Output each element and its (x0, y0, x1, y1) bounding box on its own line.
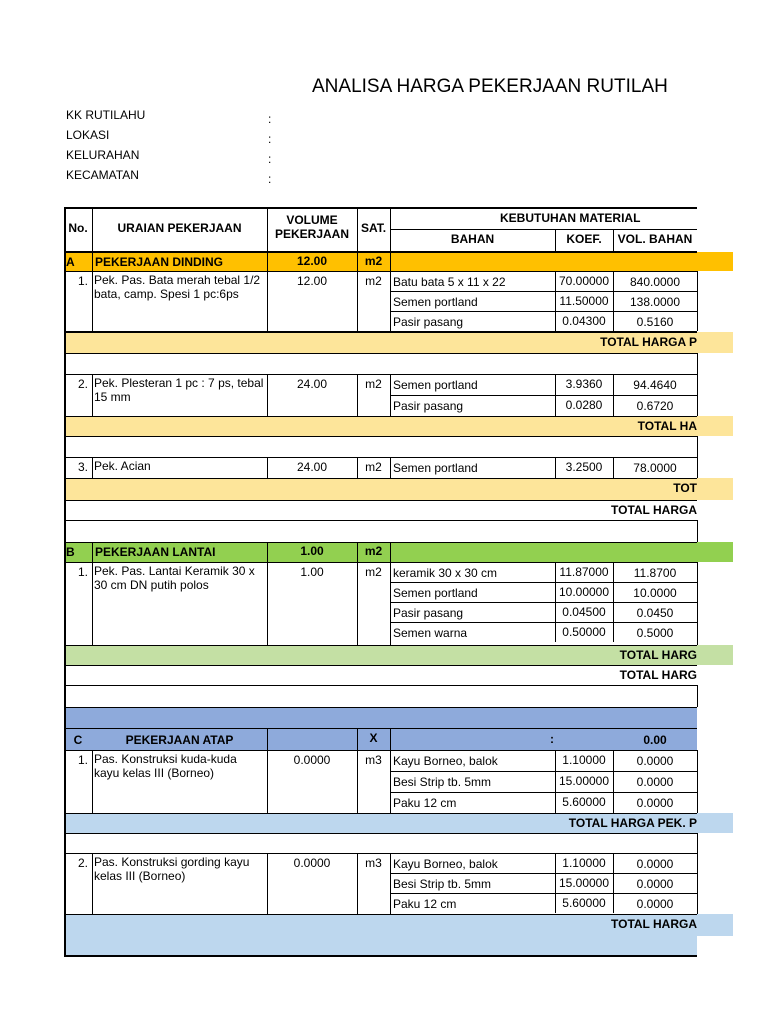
material-koef: 3.2500 (565, 460, 603, 474)
grid-line (390, 542, 391, 562)
material-name: Pasir pasang (393, 399, 464, 413)
section-sat: X (369, 731, 378, 745)
total-label: TOTAL HARGA (611, 917, 697, 931)
grid-line (64, 542, 697, 543)
material-name: Paku 12 cm (393, 796, 457, 810)
item-unit: m2 (365, 460, 382, 474)
material-koef: 15.00000 (558, 876, 610, 890)
section-name: PEKERJAAN ATAP (125, 733, 234, 747)
grid-line (390, 291, 697, 292)
material-koef: 15.00000 (558, 774, 610, 788)
grid-line (64, 562, 697, 563)
material-name: keramik 30 x 30 cm (393, 566, 498, 580)
grid-line (64, 728, 697, 729)
material-name: Semen warna (393, 626, 468, 640)
item-volume: 12.00 (296, 274, 328, 288)
item-unit: m3 (365, 856, 382, 870)
material-name: Pasir pasang (393, 606, 464, 620)
item-number: 1. (77, 753, 88, 767)
grid-line (390, 792, 697, 793)
grid-line (64, 436, 697, 437)
item-volume: 1.00 (300, 565, 324, 579)
section-name: PEKERJAAN LANTAI (95, 545, 216, 559)
info-colon: : (268, 152, 272, 166)
grid-line (64, 271, 697, 272)
section-code: A (66, 255, 75, 269)
item-number: 3. (77, 460, 88, 474)
material-volume: 138.0000 (629, 295, 681, 309)
material-volume: 0.5160 (636, 315, 674, 329)
item-volume: 24.00 (296, 460, 328, 474)
material-name: Semen portland (393, 295, 478, 309)
grid-line (64, 520, 697, 521)
grid-line (697, 685, 698, 707)
section-volume: 1.00 (300, 544, 324, 558)
info-label-kelurahan: KELURAHAN (66, 148, 140, 162)
item-number: 1. (77, 274, 88, 288)
material-name: Kayu Borneo, balok (393, 754, 498, 768)
info-colon: : (268, 172, 272, 186)
grid-line (64, 457, 697, 458)
section-name: PEKERJAAN DINDING (95, 255, 224, 269)
material-koef: 11.50000 (559, 294, 609, 308)
grid-line (697, 750, 698, 813)
total-label: TOTAL HARG (619, 668, 697, 682)
header-sat: SAT. (360, 221, 387, 235)
material-koef: 3.9360 (565, 377, 603, 391)
grid-line (390, 728, 391, 750)
info-label-lokasi: LOKASI (66, 128, 110, 142)
grid-line (64, 416, 697, 417)
grid-line (64, 813, 697, 814)
material-name: Pasir pasang (393, 315, 464, 329)
section-sat: m2 (364, 254, 383, 268)
grid-line (697, 853, 698, 914)
header-no: No. (68, 221, 88, 235)
item-volume: 24.00 (296, 377, 328, 391)
grid-line (697, 374, 698, 416)
material-volume: 0.0000 (636, 897, 674, 911)
grid-line (64, 914, 697, 915)
material-koef: 0.04500 (562, 605, 606, 619)
material-koef: 11.87000 (559, 565, 609, 579)
material-koef: 0.0280 (565, 398, 603, 412)
material-name: Semen portland (393, 461, 478, 475)
grid-line (64, 332, 697, 333)
section-value: 0.00 (643, 733, 667, 747)
section-colon: : (550, 732, 554, 746)
item-unit: m2 (365, 274, 382, 288)
grid-line (64, 353, 697, 354)
info-label-kecamatan: KECAMATAN (66, 168, 139, 182)
item-description: Pas. Konstruksi kuda-kuda kayu kelas III (Borneo) (94, 752, 237, 780)
material-koef: 0.04300 (562, 314, 606, 328)
info-colon: : (268, 132, 272, 146)
fill-band (64, 936, 697, 956)
material-name: Paku 12 cm (393, 897, 457, 911)
material-koef: 5.60000 (562, 896, 606, 910)
grid-line (390, 582, 697, 583)
header-bahan: BAHAN (450, 232, 495, 246)
grid-line (64, 374, 697, 375)
item-unit: m3 (365, 753, 382, 767)
grid-line (697, 457, 698, 478)
grid-line (64, 750, 697, 751)
material-koef: 70.00000 (558, 274, 610, 288)
item-description: Pek. Plesteran 1 pc : 7 ps, tebal 15 mm (94, 376, 264, 404)
grid-line (390, 893, 697, 894)
section-sat: m2 (364, 544, 383, 558)
grid-line (267, 728, 268, 750)
grid-line (64, 685, 697, 686)
material-name: Semen portland (393, 586, 478, 600)
total-label: TOTAL HARGA (611, 503, 697, 517)
item-number: 1. (77, 565, 88, 579)
material-volume: 0.0000 (636, 796, 674, 810)
material-volume: 0.0000 (636, 754, 674, 768)
material-name: Besi Strip tb. 5mm (393, 877, 492, 891)
info-colon: : (268, 112, 272, 126)
material-name: Besi Strip tb. 5mm (393, 775, 492, 789)
material-volume: 0.0000 (636, 877, 674, 891)
item-description: Pas. Konstruksi gording kayu kelas III (Borneo) (94, 855, 250, 883)
material-name: Batu bata 5 x 11 x 22 (393, 275, 506, 289)
grid-line (697, 271, 698, 331)
total-label: TOTAL HARGA PEK. P (568, 816, 697, 830)
material-volume: 10.0000 (633, 586, 677, 600)
grid-line (390, 873, 697, 874)
item-volume: 0.0000 (293, 856, 331, 870)
item-number: 2. (77, 377, 88, 391)
grid-line (64, 500, 697, 501)
item-description: Pek. Pas. Bata merah tebal 1/2 bata, camp. Spesi 1 pc:6ps (94, 273, 261, 301)
item-description: Pek. Pas. Lantai Keramik 30 x 30 cm DN putih polos (94, 564, 255, 592)
header-kebutuhan: KEBUTUHAN MATERIAL (500, 211, 641, 225)
material-volume: 78.0000 (633, 461, 677, 475)
section-code: C (73, 733, 83, 747)
item-description: Pek. Acian (94, 459, 151, 473)
header-koef: KOEF. (566, 232, 602, 246)
material-koef: 1.10000 (562, 753, 606, 767)
page-title: ANALISA HARGA PEKERJAAN RUTILAH (312, 76, 668, 97)
material-volume: 0.5000 (636, 626, 674, 640)
grid-line (64, 853, 697, 854)
item-unit: m2 (365, 565, 382, 579)
grid-line (697, 562, 698, 646)
material-koef: 5.60000 (562, 795, 606, 809)
grid-line (64, 707, 697, 708)
total-label: TOTAL HA (637, 419, 697, 433)
total-label: TOTAL HARG (619, 648, 697, 662)
material-volume: 840.0000 (629, 275, 681, 289)
material-volume: 0.6720 (636, 399, 674, 413)
grid-line (697, 436, 698, 457)
total-label: TOT (673, 481, 697, 495)
material-volume: 0.0000 (636, 857, 674, 871)
info-label-kk: KK RUTILAHU (66, 108, 146, 122)
header-volume: VOLUME PEKERJAAN (274, 213, 349, 241)
material-volume: 94.4640 (633, 378, 677, 392)
grid-line (64, 955, 697, 957)
grid-line (64, 665, 697, 666)
material-koef: 1.10000 (562, 856, 606, 870)
header-uraian: URAIAN PEKERJAAN (117, 221, 242, 235)
section-code: B (66, 545, 75, 559)
item-number: 2. (77, 856, 88, 870)
material-name: Kayu Borneo, balok (393, 857, 498, 871)
material-volume: 0.0450 (636, 606, 674, 620)
grid-line (390, 622, 697, 623)
section-volume: 12.00 (296, 254, 328, 268)
grid-line (390, 311, 697, 312)
grid-line (64, 645, 697, 646)
header-vol-bahan: VOL. BAHAN (617, 232, 693, 246)
grid-line (64, 207, 66, 957)
grid-line (697, 520, 698, 542)
item-unit: m2 (365, 377, 382, 391)
material-koef: 0.50000 (562, 625, 606, 639)
item-volume: 0.0000 (293, 753, 331, 767)
material-volume: 0.0000 (636, 775, 674, 789)
grid-line (64, 478, 697, 479)
grid-line (390, 229, 697, 230)
material-volume: 11.8700 (633, 566, 677, 580)
material-koef: 10.00000 (558, 585, 610, 599)
grid-line (390, 252, 391, 271)
total-label: TOTAL HARGA P (600, 335, 697, 349)
grid-line (390, 395, 697, 396)
grid-line (64, 833, 697, 834)
grid-line (390, 602, 697, 603)
grid-line (390, 771, 697, 772)
grid-line (697, 353, 698, 374)
grid-line (64, 252, 697, 253)
material-name: Semen portland (393, 378, 478, 392)
grid-line (697, 833, 698, 853)
grid-line (64, 207, 697, 209)
